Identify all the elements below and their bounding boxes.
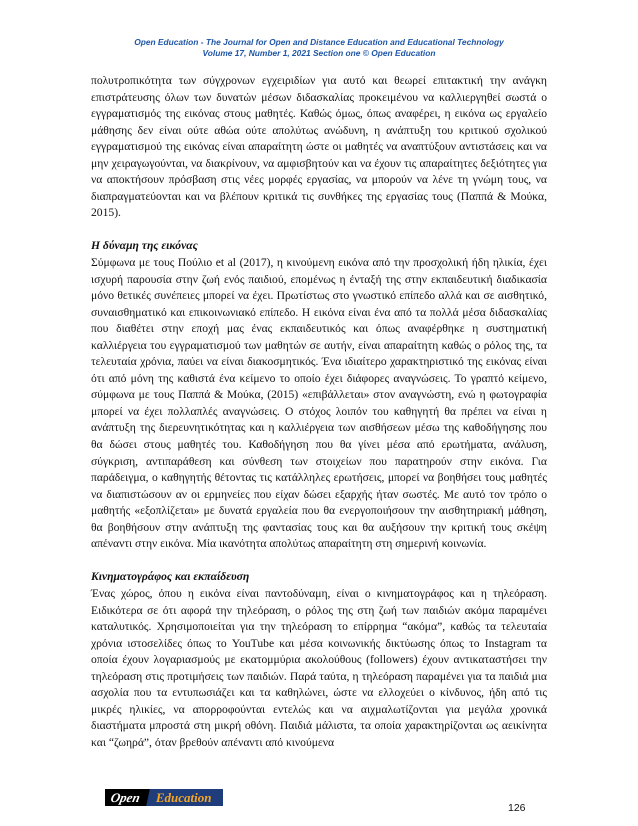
body-text [91, 73, 547, 751]
header-volume-info: Volume 17, Number 1, 2021 Section one © Open Education [202, 48, 436, 58]
header-journal-title: Open Education - The Journal for Open and Distance Education and Educational Technology [134, 37, 504, 47]
logo-open-word: Open [105, 789, 150, 806]
paragraph-power-of-image: Σύμφωνα με τους Πούλιο et al (2017), η κινούμενη εικόνα από την προσχολική ήδη ηλικία, έχει ισχυρή παρουσία στην ζωή ενός παιδιού, επομένως η ένταξή της στην εκπαιδευτική διαδικασία μόνο θετικές συνέπειες μπορεί να έχει. Πρωτίστως στο γνωστικό επίπεδο αλλά και σε αισθητικό, συναισθηματικό και επικοινωνιακό επίπεδο. Η εικόνα είναι ένα από τα πολλά μέσα διδασκαλίας που διαθέτει στην εποχή μας ένας εκπαιδευτικός και όπως αναφέρθηκε η συστηματική καλλιέργεια του εγγραματισμού των μαθητών σε αυτήν, είναι απαραίτητη καθώς ο ρόλος της, τα τελευταία χρόνια, παύει να είναι διακοσμητικός. Ένα ιδιαίτερο χαρακτηριστικό της εικόνας είναι ότι από μόνη της καθιστά ένα κείμενο το οποίο έχει διάφορες αναγνώσεις. Το γραπτό κείμενο, σύμφωνα με τους Παππά & Μούκα, (2015) «επιβάλλεται» στον αναγνώστη, ενώ η φωτογραφία μπορεί να έχει πολλαπλές αναγνώσεις. Ο στόχος λοιπόν του καθηγητή θα πρέπει να είναι η ανάπτυξη της διερευνητικότητας και η καλλιέργεια των αισθήσεων μέσω της καθοδήγησης που θα δώσει στους μαθητές του. Καθοδήγηση που θα γίνει μέσα από ερωτήματα, ανάλυση, σύγκριση, αντιπαράθεση και σύνθεση των στοιχείων που παρατηρούν στην εικόνα. Για παράδειγμα, ο καθηγητής θέτοντας τις κατάλληλες ερωτήσεις, μπορεί να βοηθήσει τους μαθητές να διαπιστώσουν αν οι ερμηνείες που είχαν δώσει εξαρχής ήταν σωστές. Με αυτό τον τρόπο ο μαθητής «εξοπλίζεται» με δυνατά εργαλεία που θα ενεργοποιήσουν την αισθητηριακή μάθηση, θα βοηθήσουν στην ανάπτυξη της φαντασίας τους και θα αυξήσουν την κριτική τους σκέψη απέναντι στην εικόνα. Μία ικανότητα απολύτως απαραίτητη στη σημερινή κοινωνία. [91, 256, 547, 551]
section-heading-cinema-education: Κινηματογράφος και εκπαίδευση [91, 570, 250, 584]
logo-education-word: Education [155, 790, 212, 805]
section-heading-power-of-image: Η δύναμη της εικόνας [91, 239, 198, 253]
paragraph-gap [91, 553, 547, 570]
page-number: 126 [508, 802, 526, 814]
open-education-logo [105, 789, 223, 806]
paragraph-cinema-education: Ένας χώρος, όπου η εικόνα είναι παντοδύναμη, είναι ο κινηματογράφος και η τηλεόραση. Ειδικότερα σε ότι αφορά την τηλεόραση, ο ρόλος της στη ζωή των παιδιών ακόμα παραμένει καταλυτικός. Χρησιμοποιείται για την τηλεόραση το επίρρημα “ακόμα”, καθώς τα τελευταία χρόνια ιστοσελίδες όπως το YouTube και μέσα κοινωνικής δικτύωσης όπως το Instagram τα οποία έχουν λογαριασμούς με εκατομμύρια ακολούθους (followers) έχουν αντικαταστήσει την τηλεόραση στις προτιμήσεις των παιδιών. Παρά ταύτα, η τηλεόραση παραμένει για τα παιδιά μια ασχολία που τα εντυπωσιάζει και τα καθηλώνει, ώστε να ελλοχεύει ο κίνδυνος, ήδη από τις μικρές ηλικίες, να απορροφούνται εντελώς και να αιχμαλωτίζονται για μεγάλα χρονικά διαστήματα μπροστά στη μικρή οθόνη. Παιδιά μάλιστα, τα οποία χαρακτηρίζονται ως αεικίνητα και “ζωηρά”, όταν βρεθούν απέναντι από κινούμενα [91, 586, 547, 749]
running-header [0, 37, 638, 59]
paragraph-gap [91, 222, 547, 239]
paragraph-intro: πολυτροπικότητα των σύγχρονων εγχειριδίων για αυτό και θεωρεί επιτακτική την ανάγκη επιστράτευσης όλων των δυνατών μέσων διδασκαλίας προκειμένου να καλλιεργηθεί σωστά ο εγγραματισμός της εικόνας στους μαθητές. Καθώς όμως, όπως αναφέρει, η εικόνα ως εργαλείο μάθησης δεν είναι ούτε αθώα ούτε απολύτως ανώδυνη, η ανάπτυξη του κριτικού σχολικού εγγραματισμού της εικόνας είναι απαραίτητη ώστε οι μαθητές να αναπτύξουν αντιστάσεις και να μην χειραγωγούνται, να διακρίνουν, να αμφισβητούν και να έχουν τις απαραίτητες δεξιότητες για να αποκτήσουν πρόσβαση στις νέες μορφές εργασίας, να μπορούν να λένε τη γνώμη τους, να διαπραγματεύονται και να βλέπουν κριτικά τις συνθήκες της εργασίας τους (Παππά & Μούκα, 2015). [91, 74, 547, 220]
